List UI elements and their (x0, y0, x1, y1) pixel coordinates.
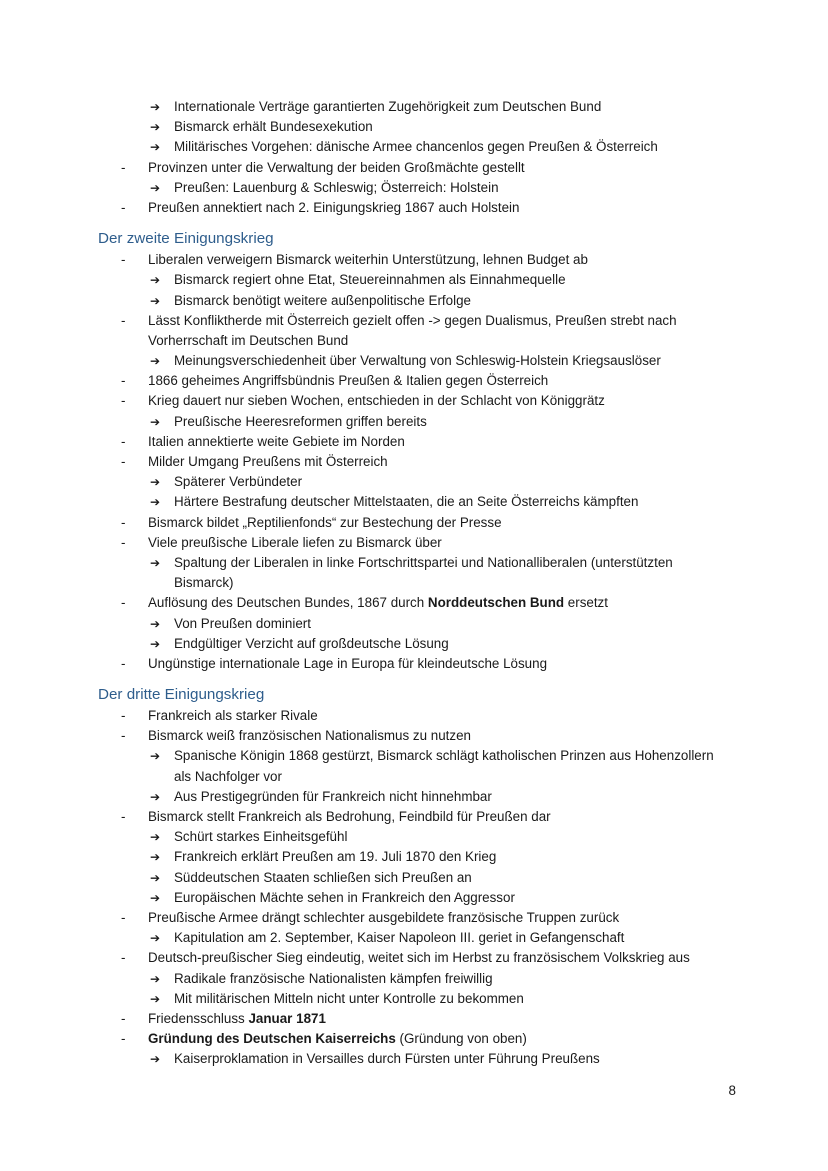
arrow-icon: ➔ (150, 140, 161, 155)
dash-bullet: - (121, 1031, 126, 1047)
item-text-bold: Januar 1871 (248, 1010, 326, 1026)
list-item (0, 371, 828, 391)
dash-bullet: - (121, 950, 126, 966)
list-item (0, 250, 828, 270)
item-text: Schürt starkes Einheitsgefühl (174, 829, 348, 845)
item-continuation-text: Bismarck) (174, 575, 234, 591)
list-item (0, 513, 828, 533)
arrow-icon: ➔ (150, 354, 161, 369)
sub-list-item (0, 553, 828, 573)
item-text: Bismarck erhält Bundesexekution (174, 119, 373, 135)
list-item (0, 158, 828, 178)
item-text: Härtere Bestrafung deutscher Mittelstaaten, die an Seite Österreichs kämpften (174, 494, 639, 510)
item-text: 1866 geheimes Angriffsbündnis Preußen & Italien gegen Österreich (148, 373, 549, 389)
sub-list-item (0, 614, 828, 634)
document-body (0, 97, 828, 1069)
item-text: Militärisches Vorgehen: dänische Armee chancenlos gegen Preußen & Österreich (174, 139, 658, 155)
arrow-icon: ➔ (150, 789, 161, 804)
item-text (148, 593, 608, 613)
item-text: Preußen annektiert nach 2. Einigungskrieg 1867 auch Holstein (148, 199, 520, 215)
item-text-pre: Friedensschluss (148, 1010, 249, 1026)
arrow-icon: ➔ (150, 1052, 161, 1067)
item-continuation (0, 573, 828, 593)
sub-list-item (0, 492, 828, 512)
item-text: Kapitulation am 2. September, Kaiser Napoleon III. geriet in Gefangenschaft (174, 930, 625, 946)
item-continuation-text: als Nachfolger vor (174, 768, 282, 784)
arrow-icon: ➔ (150, 991, 161, 1006)
sub-list-item (0, 412, 828, 432)
item-text: Spanische Königin 1868 gestürzt, Bismarck schlägt katholischen Prinzen aus Hohenzollern (174, 748, 714, 764)
item-text: Preußische Armee drängt schlechter ausgebildete französische Truppen zurück (148, 909, 620, 925)
arrow-icon: ➔ (150, 971, 161, 986)
arrow-icon: ➔ (150, 931, 161, 946)
item-text: Bismarck bildet „Reptilienfonds“ zur Bestechung der Presse (148, 514, 502, 530)
list-item (0, 198, 828, 218)
item-continuation (0, 331, 828, 351)
section-heading-text: Der zweite Einigungskrieg (98, 230, 274, 248)
section-heading-text: Der dritte Einigungskrieg (98, 686, 265, 704)
dash-bullet: - (121, 433, 126, 449)
item-continuation (0, 767, 828, 787)
arrow-icon: ➔ (150, 495, 161, 510)
item-text: Radikale französische Nationalisten kämpfen freiwillig (174, 970, 493, 986)
arrow-icon: ➔ (150, 555, 161, 570)
section-third-war-list (0, 706, 828, 1069)
item-text: Kaiserproklamation in Versailles durch Fürsten unter Führung Preußens (174, 1051, 600, 1067)
item-text: Liberalen verweigern Bismarck weiterhin Unterstützung, lehnen Budget ab (148, 252, 588, 268)
section-second-war-list (0, 250, 828, 674)
item-text: Von Preußen dominiert (174, 615, 311, 631)
item-text: Italien annektierte weite Gebiete im Norden (148, 433, 405, 449)
item-text: Bismarck benötigt weitere außenpolitische Erfolge (174, 292, 471, 308)
item-text: Bismarck stellt Frankreich als Bedrohung, Feindbild für Preußen dar (148, 809, 551, 824)
list-item (0, 807, 828, 827)
item-text: Viele preußische Liberale liefen zu Bismarck über (148, 534, 442, 550)
arrow-icon: ➔ (150, 293, 161, 308)
item-text: Späterer Verbündeter (174, 474, 303, 490)
item-text-post: (Gründung von oben) (395, 1031, 527, 1047)
dash-bullet: - (121, 373, 126, 389)
item-text: Europäischen Mächte sehen in Frankreich den Aggressor (174, 889, 515, 905)
item-text: Endgültiger Verzicht auf großdeutsche Lösung (174, 635, 449, 651)
list-item (0, 311, 828, 331)
list-item (0, 452, 828, 472)
intro-list (0, 97, 828, 218)
sub-list-item (0, 928, 828, 948)
arrow-icon: ➔ (150, 180, 161, 195)
sub-list-item (0, 969, 828, 989)
item-text: Deutsch-preußischer Sieg eindeutig, weitet sich im Herbst zu französischem Volkskrieg aus (148, 950, 690, 966)
item-text: Bismarck regiert ohne Etat, Steuereinnahmen als Einnahmequelle (174, 272, 566, 288)
sub-list-item (0, 178, 828, 198)
dash-bullet: - (121, 1010, 126, 1026)
item-text: Preußische Heeresreformen griffen bereits (174, 413, 427, 429)
list-item (0, 726, 828, 746)
item-text-bold: Gründung des Deutschen Kaiserreichs (148, 1031, 396, 1047)
sub-list-item (0, 1049, 828, 1069)
item-text: Milder Umgang Preußens mit Österreich (148, 454, 388, 469)
sub-list-item (0, 787, 828, 807)
item-text: Preußen: Lauenburg & Schleswig; Österreich: Holstein (174, 179, 499, 195)
sub-list-item (0, 291, 828, 311)
dash-bullet: - (121, 393, 126, 409)
item-text: Spaltung der Liberalen in linke Fortschrittspartei und Nationalliberalen (unterstützten (174, 554, 673, 570)
dash-bullet: - (121, 809, 126, 824)
sub-list-item (0, 989, 828, 1009)
list-item (0, 1009, 828, 1029)
item-text: Ungünstige internationale Lage in Europa für kleindeutsche Lösung (148, 655, 548, 671)
arrow-icon: ➔ (150, 616, 161, 631)
arrow-icon: ➔ (150, 475, 161, 490)
dash-bullet: - (121, 199, 126, 215)
arrow-icon: ➔ (150, 749, 161, 764)
item-text: Meinungsverschiedenheit über Verwaltung von Schleswig-Holstein Kriegsauslöser (174, 353, 661, 369)
dash-bullet: - (121, 159, 126, 175)
dash-bullet: - (121, 655, 126, 671)
dash-bullet: - (121, 728, 126, 744)
sub-list-item (0, 117, 828, 137)
sub-list-item (0, 351, 828, 371)
arrow-icon: ➔ (150, 100, 161, 114)
item-text: Internationale Verträge garantierten Zugehörigkeit zum Deutschen Bund (174, 99, 602, 114)
sub-list-item (0, 746, 828, 766)
sub-list-item (0, 634, 828, 654)
sub-list-item (0, 137, 828, 157)
arrow-icon: ➔ (150, 636, 161, 651)
dash-bullet: - (121, 534, 126, 550)
item-text: Mit militärischen Mitteln nicht unter Kontrolle zu bekommen (174, 990, 524, 1006)
item-text (148, 1009, 326, 1029)
arrow-icon: ➔ (150, 830, 161, 845)
arrow-icon: ➔ (150, 850, 161, 865)
list-item (0, 706, 828, 726)
sub-list-item (0, 97, 828, 117)
section-heading-third-war (0, 684, 828, 706)
item-text-bold: Norddeutschen Bund (427, 595, 565, 611)
sub-list-item (0, 827, 828, 847)
sub-list-item (0, 888, 828, 908)
list-item (0, 908, 828, 928)
sub-list-item (0, 868, 828, 888)
sub-list-item (0, 847, 828, 867)
list-item (0, 593, 828, 613)
arrow-icon: ➔ (150, 890, 161, 905)
dash-bullet: - (121, 909, 126, 925)
arrow-icon: ➔ (150, 870, 161, 885)
page-number: 8 (728, 1083, 736, 1098)
arrow-icon: ➔ (150, 273, 161, 288)
list-item (0, 533, 828, 553)
sub-list-item (0, 472, 828, 492)
item-text: Frankreich als starker Rivale (148, 708, 318, 724)
section-heading-second-war (0, 228, 828, 250)
sub-list-item (0, 270, 828, 290)
list-item (0, 432, 828, 452)
item-text-post: ersetzt (564, 595, 608, 611)
item-text: Süddeutschen Staaten schließen sich Preußen an (174, 869, 472, 885)
item-text: Lässt Konfliktherde mit Österreich gezielt offen -> gegen Dualismus, Preußen strebt nach (148, 312, 677, 328)
dash-bullet: - (121, 708, 126, 724)
item-text: Aus Prestigegründen für Frankreich nicht hinnehmbar (174, 788, 492, 804)
item-text-pre: Auflösung des Deutschen Bundes, 1867 durch (148, 595, 428, 611)
dash-bullet: - (121, 595, 126, 611)
dash-bullet: - (121, 454, 126, 469)
list-item (0, 654, 828, 674)
dash-bullet: - (121, 312, 126, 328)
list-item (0, 948, 828, 968)
dash-bullet: - (121, 514, 126, 530)
item-continuation-text: Vorherrschaft im Deutschen Bund (148, 332, 349, 348)
dash-bullet: - (121, 252, 126, 268)
list-item (0, 391, 828, 411)
item-text: Frankreich erklärt Preußen am 19. Juli 1870 den Krieg (174, 849, 497, 865)
arrow-icon: ➔ (150, 120, 161, 135)
item-text: Krieg dauert nur sieben Wochen, entschieden in der Schlacht von Königgrätz (148, 393, 605, 409)
list-item (0, 1029, 828, 1049)
item-text: Bismarck weiß französischen Nationalismus zu nutzen (148, 728, 471, 744)
item-text (148, 1029, 527, 1049)
arrow-icon: ➔ (150, 414, 161, 429)
item-text: Provinzen unter die Verwaltung der beiden Großmächte gestellt (148, 159, 525, 175)
